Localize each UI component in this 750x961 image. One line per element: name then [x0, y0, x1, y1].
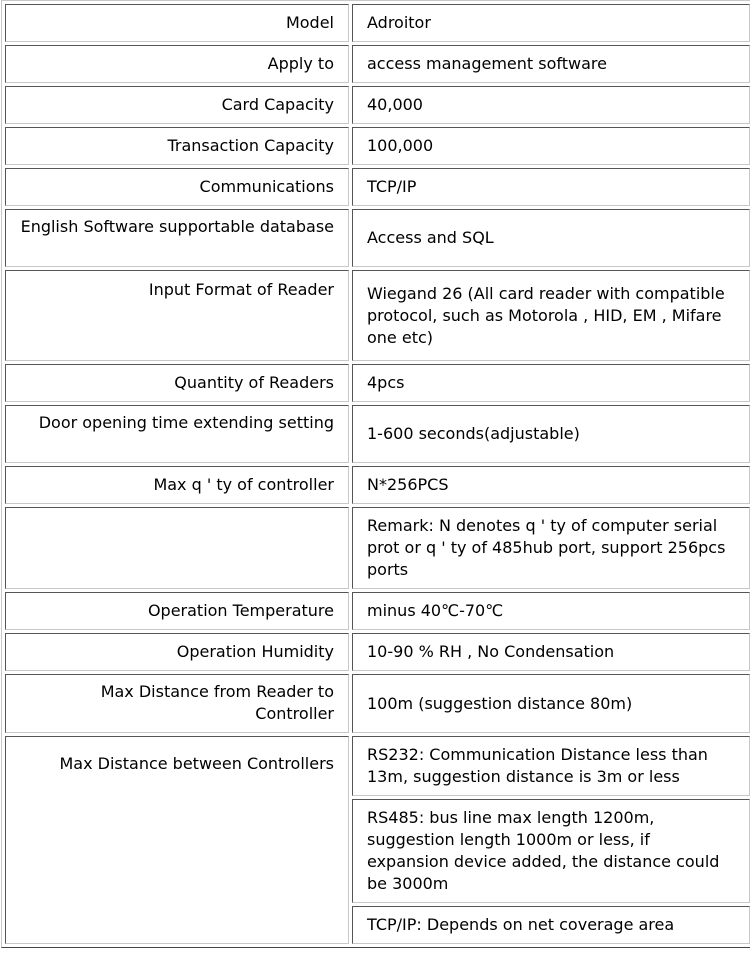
spec-value: access management software	[352, 45, 750, 83]
table-row	[5, 507, 750, 589]
spec-label: Communications	[5, 168, 349, 206]
table-row	[5, 45, 750, 83]
spec-value: 100,000	[352, 127, 750, 165]
table-row	[5, 592, 750, 630]
spec-label	[5, 507, 349, 589]
spec-table-body	[5, 4, 750, 944]
spec-value: minus 40℃-70℃	[352, 592, 750, 630]
spec-label: Model	[5, 4, 349, 42]
spec-label: Max q ' ty of controller	[5, 466, 349, 504]
spec-value: RS232: Communication Distance less than 13m, suggestion distance is 3m or less	[352, 736, 750, 796]
table-row	[5, 736, 750, 796]
table-row	[5, 4, 750, 42]
table-row	[5, 674, 750, 733]
spec-value: N*256PCS	[352, 466, 750, 504]
spec-label: Max Distance from Reader to Controller	[5, 674, 349, 733]
table-row	[5, 86, 750, 124]
spec-label: Operation Humidity	[5, 633, 349, 671]
table-row	[5, 405, 750, 463]
spec-value: Remark: N denotes q ' ty of computer serial prot or q ' ty of 485hub port, support 256pcs ports	[352, 507, 750, 589]
spec-value: RS485: bus line max length 1200m, suggestion length 1000m or less, if expansion device added, the distance could be 3000m	[352, 799, 750, 903]
table-row	[5, 127, 750, 165]
table-row	[5, 270, 750, 361]
spec-value: TCP/IP: Depends on net coverage area	[352, 906, 750, 944]
spec-label: English Software supportable database	[5, 209, 349, 267]
spec-value: 40,000	[352, 86, 750, 124]
table-row	[5, 364, 750, 402]
spec-label: Door opening time extending setting	[5, 405, 349, 463]
spec-label: Quantity of Readers	[5, 364, 349, 402]
spec-value: 1-600 seconds(adjustable)	[352, 405, 750, 463]
table-row	[5, 466, 750, 504]
spec-value: 4pcs	[352, 364, 750, 402]
spec-label: Operation Temperature	[5, 592, 349, 630]
spec-value: Access and SQL	[352, 209, 750, 267]
spec-table	[1, 0, 750, 948]
spec-label: Transaction Capacity	[5, 127, 349, 165]
spec-value: Adroitor	[352, 4, 750, 42]
spec-value: TCP/IP	[352, 168, 750, 206]
spec-value: 100m (suggestion distance 80m)	[352, 674, 750, 733]
spec-value: 10-90 % RH , No Condensation	[352, 633, 750, 671]
table-row	[5, 168, 750, 206]
table-row	[5, 633, 750, 671]
spec-label: Max Distance between Controllers	[5, 736, 349, 944]
spec-label: Input Format of Reader	[5, 270, 349, 361]
spec-label: Apply to	[5, 45, 349, 83]
spec-label: Card Capacity	[5, 86, 349, 124]
spec-value: Wiegand 26 (All card reader with compatible protocol, such as Motorola , HID, EM , Mifare one etc)	[352, 270, 750, 361]
table-row	[5, 209, 750, 267]
